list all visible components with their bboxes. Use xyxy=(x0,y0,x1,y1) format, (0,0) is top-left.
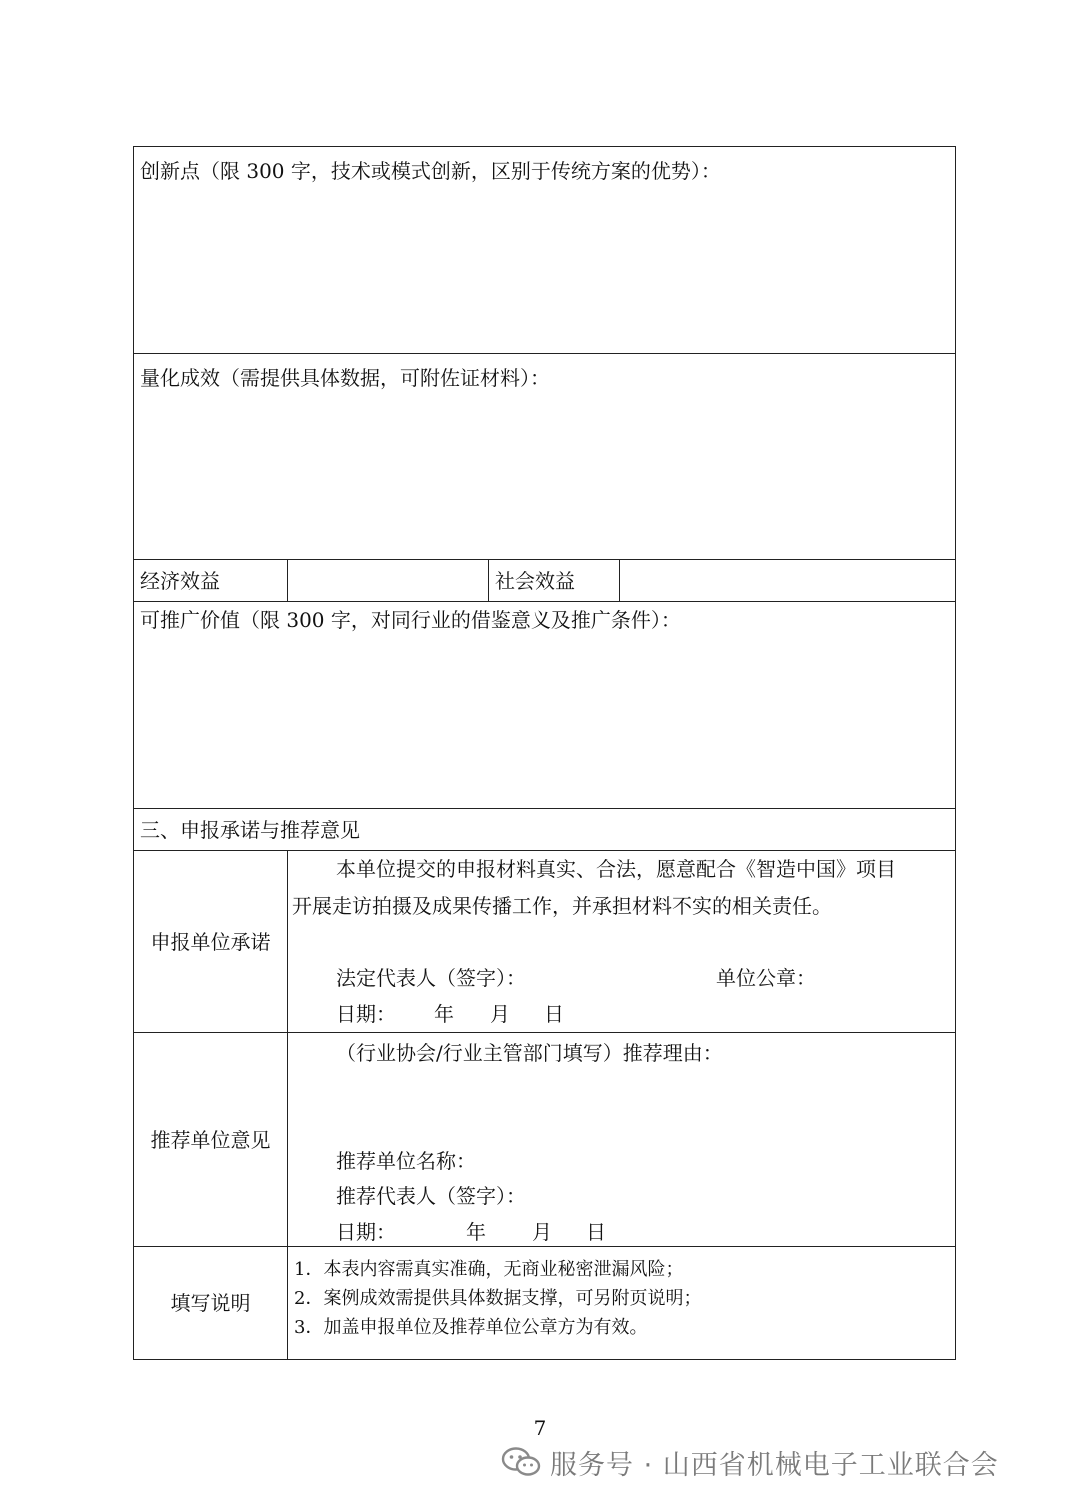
recommendation-label: 推荐单位意见 xyxy=(134,1033,288,1247)
section3-row xyxy=(134,809,956,851)
recommendation-row xyxy=(134,1033,956,1247)
quantified-label: 量化成效（需提供具体数据，可附佐证材料）： xyxy=(140,366,550,390)
instruction-item: 1．本表内容需真实准确，无商业秘密泄漏风险； xyxy=(294,1259,684,1280)
instructions-row xyxy=(134,1247,956,1360)
instructions-cell xyxy=(288,1247,956,1360)
instruction-item: 3．加盖申报单位及推荐单位公章方为有效。 xyxy=(294,1317,648,1338)
commitment-month: 月 xyxy=(490,1002,510,1026)
promotion-label: 可推广价值（限 300 字，对同行业的借鉴意义及推广条件）： xyxy=(140,608,681,632)
unit-seal-label: 单位公章： xyxy=(716,966,816,990)
commitment-row xyxy=(134,851,956,1033)
recommendation-month: 月 xyxy=(532,1220,552,1244)
innovation-cell[interactable] xyxy=(134,147,956,354)
innovation-row xyxy=(134,147,956,354)
social-benefit-label: 社会效益 xyxy=(489,560,620,602)
recommendation-cell[interactable] xyxy=(288,1033,956,1247)
page-number: 7 xyxy=(533,1416,547,1440)
commitment-text-line1: 本单位提交的申报材料真实、合法，愿意配合《智造中国》项目 xyxy=(336,857,896,881)
commitment-text-line2: 开展走访拍摄及成果传播工作，并承担材料不实的相关责任。 xyxy=(292,894,832,918)
economic-benefit-label: 经济效益 xyxy=(134,560,288,602)
quantified-cell[interactable] xyxy=(134,354,956,560)
legal-rep-signature-label: 法定代表人（签字）： xyxy=(336,966,526,990)
promotion-row xyxy=(134,602,956,809)
watermark xyxy=(500,1442,999,1482)
application-form-table xyxy=(133,146,956,1360)
recommendation-reason-label: （行业协会/行业主管部门填写）推荐理由： xyxy=(336,1041,723,1065)
innovation-label: 创新点（限 300 字，技术或模式创新，区别于传统方案的优势）： xyxy=(140,159,721,183)
commitment-date-label: 日期： xyxy=(336,1002,396,1026)
instructions-label: 填写说明 xyxy=(134,1247,288,1360)
commitment-label: 申报单位承诺 xyxy=(134,851,288,1033)
commitment-day: 日 xyxy=(544,1002,564,1026)
recommending-rep-signature-label: 推荐代表人（签字）： xyxy=(336,1184,526,1208)
economic-benefit-field[interactable] xyxy=(288,560,489,602)
commitment-year: 年 xyxy=(434,1002,454,1026)
section3-title: 三、申报承诺与推荐意见 xyxy=(134,809,956,851)
wechat-icon xyxy=(500,1446,542,1478)
instruction-item: 2．案例成效需提供具体数据支撑，可另附页说明； xyxy=(294,1288,702,1309)
social-benefit-field[interactable] xyxy=(620,560,956,602)
recommendation-year: 年 xyxy=(466,1220,486,1244)
commitment-cell[interactable] xyxy=(288,851,956,1033)
quantified-row xyxy=(134,354,956,560)
watermark-text: 服务号 · 山西省机械电子工业联合会 xyxy=(550,1449,999,1481)
recommendation-date-label: 日期： xyxy=(336,1220,396,1244)
recommendation-day: 日 xyxy=(586,1220,606,1244)
benefits-row xyxy=(134,560,956,602)
promotion-cell[interactable] xyxy=(134,602,956,809)
recommending-unit-name-label: 推荐单位名称： xyxy=(336,1149,476,1173)
